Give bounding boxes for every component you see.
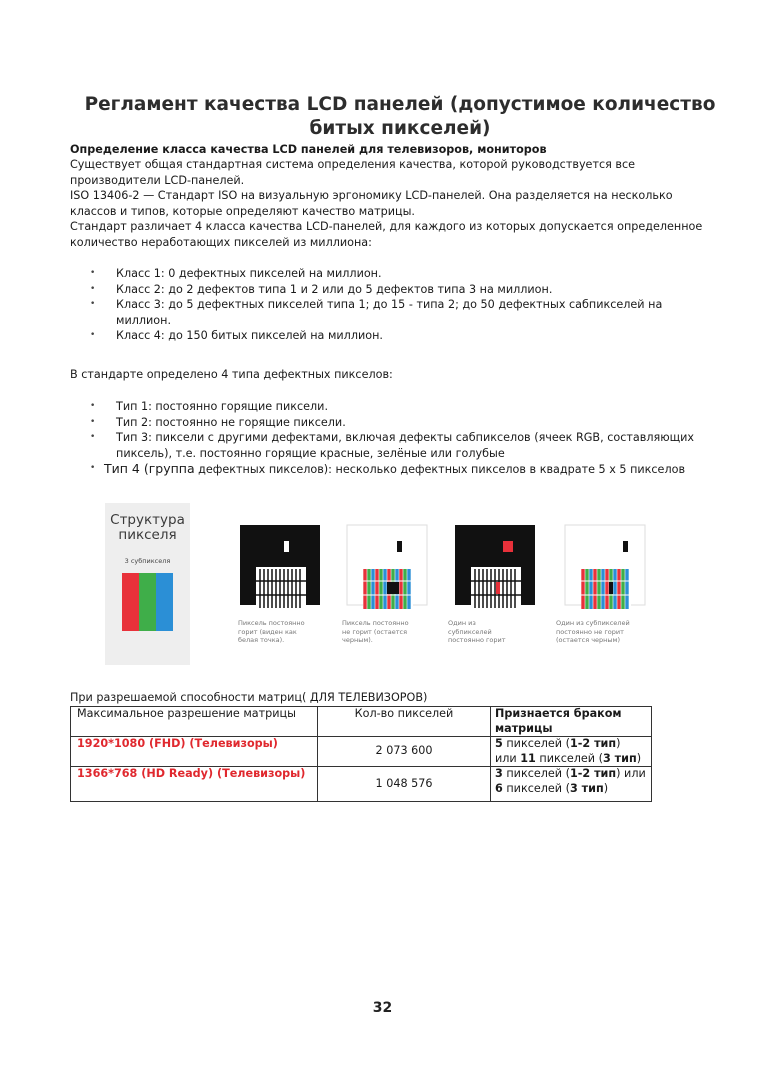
list-item [70, 461, 710, 478]
type4-head: Тип 4 (группа [104, 461, 195, 477]
defect-dead-pixel [347, 525, 427, 610]
subpixel-green [139, 573, 156, 631]
page-title: Регламент качества LCD панелей (допустимое количество битых пикселей) [84, 94, 716, 139]
class-list [70, 266, 710, 344]
table-row [71, 767, 652, 802]
pixel-card-subtitle: 3 субпикселя [124, 557, 171, 565]
type4-rest: дефектных пикселов): несколько дефектных пикселов в квадрате 5 x 5 пикселов [194, 463, 686, 477]
subpixel-bars [122, 573, 172, 631]
pixel-figure [105, 503, 665, 668]
cell-defect: 3 пикселей (1-2 тип) или 6 пикселей (3 тип) [491, 767, 652, 802]
table-intro: При разрешаемой способности матриц( ДЛЯ ТЕЛЕВИЗОРОВ) [70, 691, 428, 704]
caption-subpixel-lit: Один из субпикселей постоянно горит [448, 619, 506, 644]
pixel-grid-closeup [256, 567, 306, 610]
cell-pixels: 2 073 600 [318, 737, 491, 767]
cell-resolution: 1920*1080 (FHD) (Телевизоры) [71, 737, 318, 767]
table-header-row [71, 707, 652, 737]
defect-subpixel-lit [455, 525, 535, 610]
list-item: • Класс 3: до 5 дефектных пикселей типа 1; до 15 - типа 2; до 50 дефектных сабпикселей на миллион. [70, 297, 710, 328]
paragraph-iso: ISO 13406-2 — Стандарт ISO на визуальную эргономику LCD-панелей. Она разделяется на несколько классов и типов, которые определяют качество матрицы. [70, 189, 673, 218]
defect-illustrations [205, 503, 665, 611]
page-number: 32 [372, 1000, 393, 1016]
types-list [70, 399, 710, 478]
defect-bright-pixel [240, 525, 320, 610]
pixel-structure-card [105, 503, 190, 665]
pixel-grid-closeup [471, 567, 521, 610]
subpixel-blue [156, 573, 173, 631]
header-defect: Признается браком матрицы [491, 707, 652, 737]
list-item: • Тип 1: постоянно горящие пиксели. [70, 399, 710, 415]
cell-resolution: 1366*768 (HD Ready) (Телевизоры) [71, 767, 318, 802]
pixel-grid-closeup [363, 567, 413, 610]
list-item: • Тип 3: пиксели с другими дефектами, включая дефекты сабпикселов (ячеек RGB, составляющих пиксель), т.е. постоянно горящие красные, зелёные или голубые [70, 430, 710, 461]
defect-table [70, 706, 652, 802]
paragraph-intro: Существует общая стандартная система определения качества, которой руководствуется все производители LCD-панелей. [70, 158, 636, 187]
list-item: • Класс 1: 0 дефектных пикселей на миллион. [70, 266, 710, 282]
table-row [71, 737, 652, 767]
paragraph-classes: Стандарт различает 4 класса качества LCD-панелей, для каждого из которых допускается определенное количество неработающих пикселей из миллиона: [70, 220, 703, 249]
header-resolution: Максимальное разрешение матрицы [71, 707, 318, 737]
list-item: • Класс 4: до 150 битых пикселей на миллион. [70, 328, 710, 344]
list-item: • Класс 2: до 2 дефектов типа 1 и 2 или до 5 дефектов типа 3 на миллион. [70, 282, 710, 298]
defect-subpixel-dead [565, 525, 645, 610]
types-intro: В стандарте определено 4 типа дефектных пикселов: [70, 368, 393, 381]
section-heading: Определение класса качества LCD панелей для телевизоров, мониторов [70, 143, 547, 156]
cell-pixels: 1 048 576 [318, 767, 491, 802]
caption-subpixel-dead: Один из субпикселей постоянно не горит (остается черным) [556, 619, 630, 644]
subpixel-red [122, 573, 139, 631]
pixel-grid-closeup [581, 567, 631, 610]
caption-dead-pixel: Пиксель постоянно не горит (остается черным). [342, 619, 409, 644]
caption-bright-pixel: Пиксель постоянно горит (виден как белая точка). [238, 619, 305, 644]
list-item: • Тип 2: постоянно не горящие пиксели. [70, 415, 710, 431]
header-pixels: Кол-во пикселей [318, 707, 491, 737]
pixel-card-title: Структура пикселя [110, 512, 185, 543]
cell-defect: 5 пикселей (1-2 тип) или 11 пикселей (3 тип) [491, 737, 652, 767]
